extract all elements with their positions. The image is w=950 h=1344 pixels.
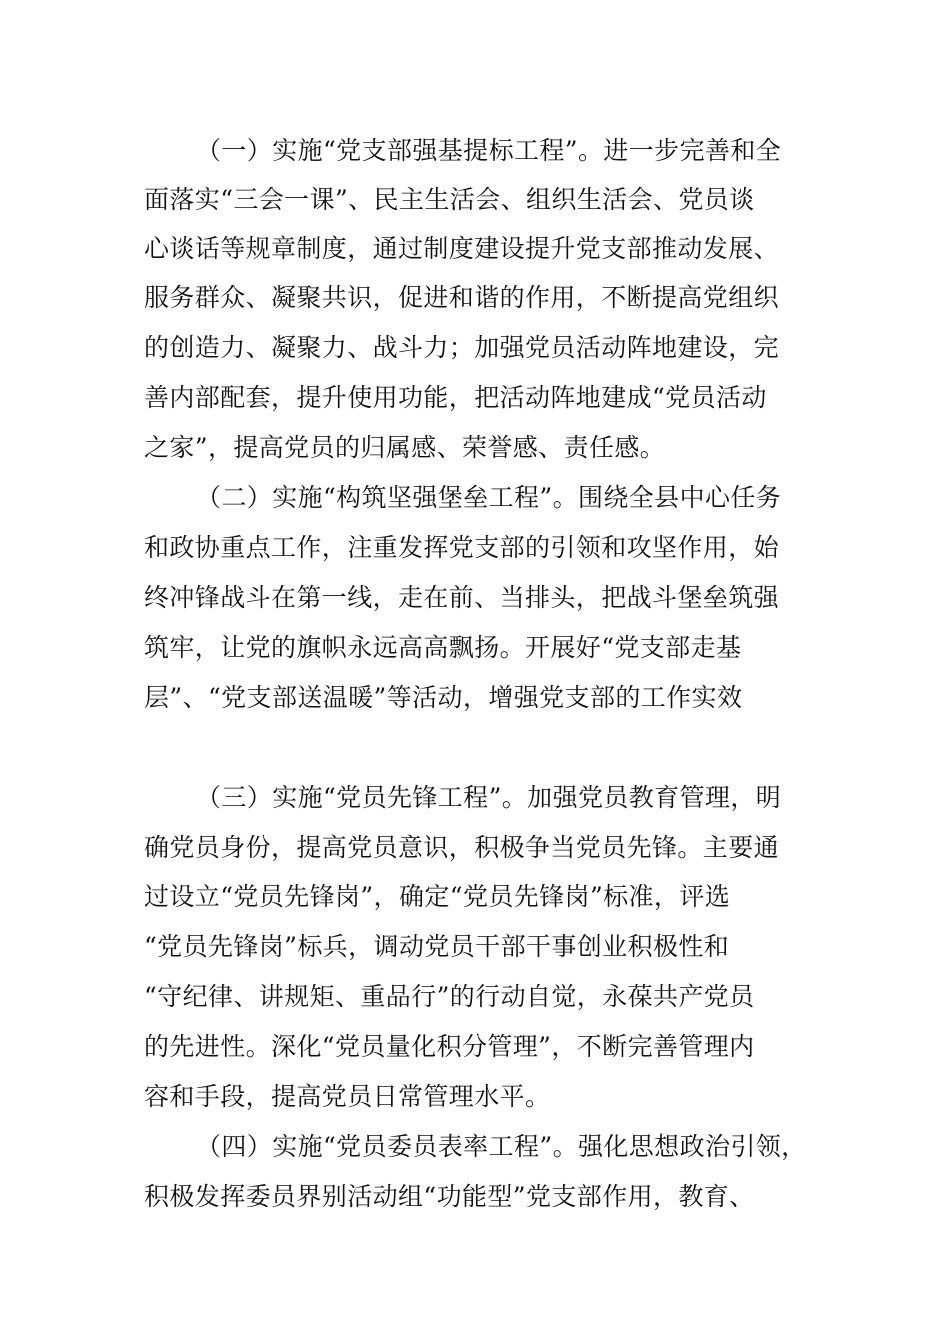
paragraph-3-line-6: 的先进性。深化“党员量化积分管理”，不断完善管理内 xyxy=(144,1032,755,1061)
paragraph-1-line-7: 之家”，提高党员的归属感、荣誉感、责任感。 xyxy=(144,433,666,462)
paragraph-2-line-2: 和政协重点工作，注重发挥党支部的引领和攻坚作用，始 xyxy=(144,533,780,562)
paragraph-2-line-4: 筑牢，让党的旗帜永远高高飘扬。开展好“党支部走基 xyxy=(144,633,742,662)
paragraph-1-line-3: 心谈话等规章制度，通过制度建设提升党支部推动发展、 xyxy=(144,234,780,263)
paragraph-3-line-5: “守纪律、讲规矩、重品行”的行动自觉，永葆共产党员 xyxy=(144,982,755,1011)
paragraph-4-line-2: 积极发挥委员界别活动组“功能型”党支部作用，教育、 xyxy=(144,1182,755,1211)
paragraph-1-line-4: 服务群众、凝聚共识，促进和谐的作用，不断提高党组织 xyxy=(144,283,780,312)
paragraph-1-line-6: 善内部配套，提升使用功能，把活动阵地建成“党员活动 xyxy=(144,383,767,412)
paragraph-3-line-4: “党员先锋岗”标兵，调动党员干部干事创业积极性和 xyxy=(144,932,730,961)
paragraph-3-line-1: （三）实施“党员先锋工程”。加强党员教育管理，明 xyxy=(196,783,782,812)
paragraph-2-line-1: （二）实施“构筑坚强堡垒工程”。围绕全县中心任务 xyxy=(196,483,782,512)
paragraph-1-line-2: 面落实“三会一课”、民主生活会、组织生活会、党员谈 xyxy=(144,185,755,214)
paragraph-1-line-1: （一）实施“党支部强基提标工程”。进一步完善和全 xyxy=(196,136,782,165)
paragraph-3-line-3: 过设立“党员先锋岗”，确定“党员先锋岗”标准，评选 xyxy=(144,882,731,911)
paragraph-2-line-5: 层”、“党支部送温暖”等活动，增强党支部的工作实效 xyxy=(144,683,743,712)
paragraph-3-line-2: 确党员身份，提高党员意识，积极争当党员先锋。主要通 xyxy=(144,833,780,862)
paragraph-1-line-5: 的创造力、凝聚力、战斗力；加强党员活动阵地建设，完 xyxy=(144,333,780,362)
paragraph-2-line-3: 终冲锋战斗在第一线，走在前、当排头，把战斗堡垒筑强 xyxy=(144,583,780,612)
paragraph-3-line-7: 容和手段，提高党员日常管理水平。 xyxy=(144,1082,551,1111)
paragraph-4-line-1: （四）实施“党员委员表率工程”。强化思想政治引领， xyxy=(196,1132,807,1161)
